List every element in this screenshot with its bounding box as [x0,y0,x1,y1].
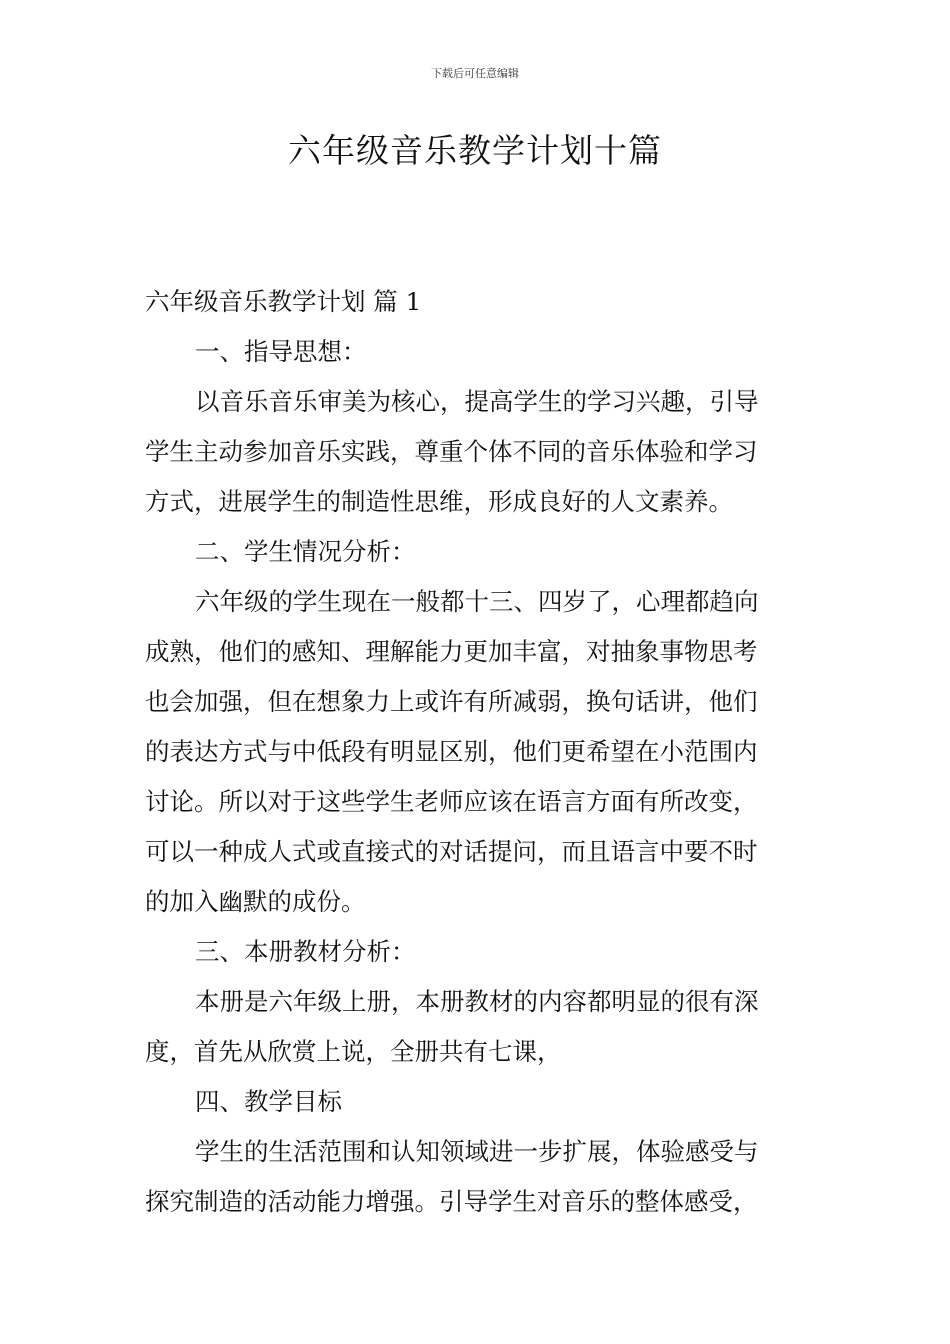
paragraph-line: 也会加强，但在想象力上或许有所减弱，换句话讲，他们 [145,687,758,716]
paragraph-line: 探究制造的活动能力增强。引导学生对音乐的整体感受， [145,1187,758,1216]
paragraph-line: 度，首先从欣赏上说，全册共有七课， [145,1037,562,1066]
paragraph-line: 可以一种成人式或直接式的对话提问，而且语言中要不时 [145,837,758,866]
subheading-student-analysis: 二、学生情况分析： [195,537,416,566]
document-title: 六年级音乐教学计划十篇 [288,131,662,170]
paragraph-line: 学生的生活范围和认知领域进一步扩展，体验感受与 [195,1137,759,1166]
subheading-teaching-goals: 四、教学目标 [195,1087,342,1116]
paragraph-line: 方式，进展学生的制造性思维，形成良好的人文素养。 [145,487,733,516]
header-note: 下载后可任意编辑 [431,67,519,80]
paragraph-line: 成熟，他们的感知、理解能力更加丰富，对抽象事物思考 [145,637,758,666]
paragraph-line: 学生主动参加音乐实践，尊重个体不同的音乐体验和学习 [145,437,758,466]
section-heading: 六年级音乐教学计划 篇 1 [145,287,422,316]
paragraph-line: 六年级的学生现在一般都十三、四岁了，心理都趋向 [195,587,759,616]
document-body [145,277,810,1227]
paragraph-line: 以音乐音乐审美为核心，提高学生的学习兴趣，引导 [195,387,759,416]
subheading-textbook-analysis: 三、本册教材分析： [195,937,416,966]
paragraph-line: 本册是六年级上册，本册教材的内容都明显的很有深 [195,987,759,1016]
paragraph-line: 讨论。所以对于这些学生老师应该在语言方面有所改变， [145,787,758,816]
subheading-guiding-ideology: 一、指导思想： [195,337,367,366]
paragraph-line: 的表达方式与中低段有明显区别，他们更希望在小范围内 [145,737,758,766]
paragraph-line: 的加入幽默的成份。 [145,887,366,916]
